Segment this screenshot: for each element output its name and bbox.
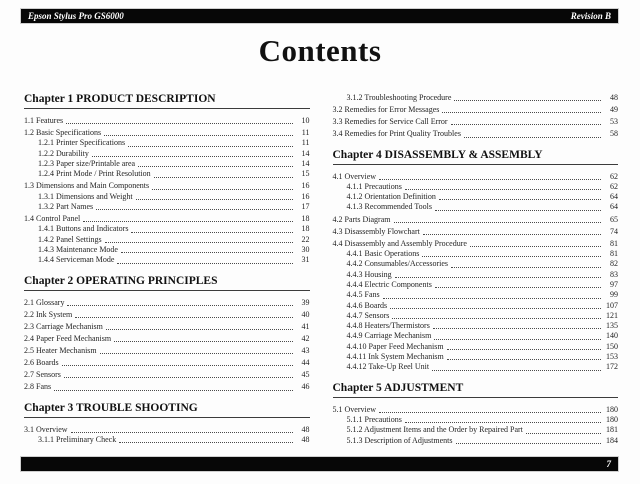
- header-product-title: Epson Stylus Pro GS6000: [28, 11, 124, 21]
- dot-leader: [405, 189, 601, 190]
- dot-leader: [62, 365, 293, 366]
- toc-entry-page: 11: [301, 138, 310, 148]
- dot-leader: [92, 156, 293, 157]
- toc-entry-label: 3.3 Remedies for Service Call Error: [332, 117, 448, 127]
- dot-leader: [64, 377, 293, 378]
- dot-leader: [136, 199, 293, 200]
- dot-leader: [432, 370, 601, 371]
- toc-entry-label: 5.1.2 Adjustment Items and the Order by Repaired Part: [346, 425, 523, 435]
- toc-entry-label: 2.1 Glossary: [24, 297, 65, 307]
- toc-entry-label: 2.7 Sensors: [24, 370, 61, 380]
- toc-entry-page: 44: [301, 358, 310, 368]
- toc-entry-label: 2.6 Boards: [24, 358, 59, 368]
- toc-entry-page: 39: [301, 297, 310, 307]
- toc-entry-page: 184: [606, 435, 618, 445]
- page-footer-bar: [21, 457, 618, 471]
- toc-entry-page: 49: [610, 105, 618, 115]
- toc-entry-page: 30: [301, 244, 310, 254]
- toc-entry: [24, 370, 310, 380]
- toc-entry: [24, 435, 310, 445]
- toc-entry-page: 180: [606, 414, 618, 424]
- toc-entry-page: 31: [301, 255, 310, 265]
- toc-entry: [333, 301, 619, 311]
- toc-entry: [333, 129, 619, 139]
- chapter-heading: Chapter 4 DISASSEMBLY & ASSEMBLY: [333, 149, 619, 165]
- dot-leader: [454, 100, 601, 101]
- toc-entry-page: 11: [301, 128, 310, 138]
- dot-leader: [447, 349, 601, 350]
- toc-entry-label: 4.2 Parts Diagram: [332, 214, 391, 224]
- toc-entry: [24, 245, 310, 255]
- toc-entry: [333, 342, 619, 352]
- footer-page-number: 7: [606, 459, 611, 469]
- toc-entry-label: 1.3.2 Part Names: [38, 201, 94, 211]
- toc-entry: [24, 116, 310, 126]
- toc-entry: [24, 128, 310, 138]
- toc-columns: [24, 93, 618, 446]
- toc-entry-page: 153: [606, 352, 618, 362]
- toc-entry-label: 4.4.9 Carriage Mechanism: [346, 331, 432, 341]
- dot-leader: [379, 179, 601, 180]
- page-header-bar: [21, 9, 618, 23]
- toc-entry: [333, 436, 619, 446]
- toc-entry-label: 3.1 Overview: [24, 424, 68, 434]
- toc-entry-page: 42: [301, 333, 310, 343]
- toc-entry-page: 62: [610, 181, 618, 191]
- dot-leader: [405, 422, 601, 423]
- toc-entry-page: 17: [301, 201, 310, 211]
- toc-entry: [24, 358, 310, 368]
- toc-entry: [24, 346, 310, 356]
- toc-entry-label: 5.1.1 Precautions: [346, 414, 402, 424]
- toc-entry-label: 1.3.1 Dimensions and Weight: [38, 191, 133, 201]
- toc-entry-label: 1.4.2 Panel Settings: [38, 234, 102, 244]
- toc-entry-label: 1.2.1 Printer Specifications: [38, 138, 126, 148]
- toc-entry: [24, 255, 310, 265]
- toc-entry: [24, 202, 310, 212]
- toc-entry-page: 99: [610, 290, 618, 300]
- toc-entry-page: 43: [301, 345, 310, 355]
- toc-entry: [333, 280, 619, 290]
- toc-entry-page: 81: [610, 249, 618, 259]
- toc-entry-label: 3.1.1 Preliminary Check: [38, 434, 117, 444]
- toc-entry-label: 5.1 Overview: [332, 404, 377, 414]
- toc-entry: [333, 425, 619, 435]
- toc-entry-page: 135: [606, 321, 618, 331]
- toc-entry: [333, 352, 619, 362]
- toc-entry-page: 53: [610, 117, 618, 127]
- toc-entry-label: 4.4.6 Boards: [346, 300, 388, 310]
- toc-entry-page: 107: [606, 300, 618, 310]
- toc-entry-page: 74: [610, 226, 618, 236]
- dot-leader: [154, 177, 293, 178]
- toc-entry: [24, 149, 310, 159]
- dot-leader: [138, 166, 292, 167]
- toc-entry-label: 1.4.4 Serviceman Mode: [38, 255, 115, 265]
- chapter-heading: Chapter 1 PRODUCT DESCRIPTION: [24, 93, 310, 109]
- toc-entry-label: 1.2.3 Paper size/Printable area: [38, 158, 136, 168]
- toc-entry-label: 2.3 Carriage Mechanism: [24, 321, 103, 331]
- toc-entry-label: 4.4.8 Heaters/Thermistors: [346, 321, 430, 331]
- dot-leader: [442, 112, 601, 113]
- toc-entry-page: 41: [301, 321, 310, 331]
- dot-leader: [96, 209, 292, 210]
- toc-entry-page: 18: [301, 224, 310, 234]
- toc-entry-label: 2.8 Fans: [24, 382, 52, 392]
- chapter-heading: Chapter 2 OPERATING PRINCIPLES: [24, 275, 310, 291]
- dot-leader: [447, 359, 601, 360]
- toc-entry: [24, 181, 310, 191]
- toc-entry: [24, 224, 310, 234]
- header-revision-label: Revision B: [570, 11, 611, 21]
- toc-entry: [24, 334, 310, 344]
- dot-leader: [100, 353, 293, 354]
- toc-column-right: [333, 93, 619, 446]
- toc-entry-label: 4.4.1 Basic Operations: [346, 249, 420, 259]
- toc-entry-label: 1.2 Basic Specifications: [24, 128, 102, 138]
- dot-leader: [128, 146, 292, 147]
- dot-leader: [464, 137, 601, 138]
- dot-leader: [383, 298, 601, 299]
- chapter-heading: Chapter 5 ADJUSTMENT: [333, 382, 619, 398]
- dot-leader: [392, 318, 601, 319]
- dot-leader: [451, 124, 601, 125]
- toc-entry: [333, 182, 619, 192]
- dot-leader: [83, 221, 292, 222]
- toc-entry-label: 5.1.3 Description of Adjustments: [346, 435, 453, 445]
- toc-entry: [333, 259, 619, 269]
- dot-leader: [114, 341, 292, 342]
- dot-leader: [379, 412, 601, 413]
- toc-entry-label: 4.1.3 Recommended Tools: [346, 202, 433, 212]
- toc-entry-label: 4.4.2 Consumables/Accessories: [346, 259, 449, 269]
- toc-entry-label: 3.1.2 Troubleshooting Procedure: [346, 93, 452, 102]
- dot-leader: [434, 339, 601, 340]
- toc-entry-label: 4.4.12 Take-Up Reel Unit: [346, 362, 430, 372]
- dot-leader: [395, 277, 601, 278]
- toc-entry: [24, 159, 310, 169]
- page-title: Contents: [258, 33, 382, 68]
- toc-entry: [24, 425, 310, 435]
- toc-entry-label: 4.1 Overview: [332, 171, 377, 181]
- dot-leader: [394, 222, 602, 223]
- toc-entry: [333, 202, 619, 212]
- toc-entry-page: 48: [610, 93, 618, 102]
- toc-entry-page: 64: [610, 202, 618, 212]
- dot-leader: [105, 242, 293, 243]
- toc-entry-page: 140: [606, 331, 618, 341]
- toc-entry-page: 121: [606, 310, 618, 320]
- toc-entry: [333, 239, 619, 249]
- toc-column-left: [24, 93, 310, 446]
- toc-entry: [333, 311, 619, 321]
- dot-leader: [456, 443, 602, 444]
- dot-leader: [121, 252, 293, 253]
- toc-entry-label: 3.2 Remedies for Error Messages: [332, 105, 440, 115]
- dot-leader: [54, 390, 292, 391]
- toc-entry-page: 18: [301, 214, 310, 224]
- dot-leader: [67, 305, 292, 306]
- toc-entry-page: 45: [301, 370, 310, 380]
- dot-leader: [119, 442, 292, 443]
- toc-entry-label: 4.4.4 Electric Components: [346, 279, 432, 289]
- toc-entry: [333, 93, 619, 103]
- toc-entry-label: 1.4 Control Panel: [24, 214, 81, 224]
- dot-leader: [423, 234, 601, 235]
- toc-entry-page: 48: [301, 424, 310, 434]
- toc-entry-label: 1.2.2 Durability: [38, 148, 89, 158]
- toc-entry: [333, 415, 619, 425]
- toc-entry: [333, 270, 619, 280]
- dot-leader: [104, 135, 292, 136]
- toc-entry-page: 81: [610, 238, 618, 248]
- toc-entry-label: 4.4.11 Ink System Mechanism: [346, 352, 444, 362]
- toc-entry-page: 150: [606, 341, 618, 351]
- toc-entry: [333, 405, 619, 415]
- toc-entry-label: 4.4.7 Sensors: [346, 310, 390, 320]
- toc-entry-page: 58: [610, 129, 618, 139]
- toc-entry-label: 1.4.3 Maintenance Mode: [38, 244, 118, 254]
- toc-entry-page: 10: [301, 116, 310, 125]
- toc-entry: [24, 382, 310, 392]
- dot-leader: [435, 287, 601, 288]
- toc-entry-page: 82: [610, 259, 618, 269]
- toc-entry: [333, 172, 619, 182]
- toc-entry-label: 4.4.10 Paper Feed Mechanism: [346, 341, 444, 351]
- toc-entry-page: 16: [301, 191, 310, 201]
- toc-entry-label: 4.1.2 Orientation Definition: [346, 192, 436, 202]
- dot-leader: [117, 263, 292, 264]
- toc-entry: [333, 192, 619, 202]
- toc-entry-page: 65: [610, 214, 618, 224]
- toc-entry-label: 1.3 Dimensions and Main Components: [24, 181, 150, 191]
- toc-entry: [333, 331, 619, 341]
- toc-entry-label: 1.1 Features: [24, 116, 64, 125]
- toc-entry-label: 4.4 Disassembly and Assembly Procedure: [332, 238, 467, 248]
- toc-entry-label: 1.4.1 Buttons and Indicators: [38, 224, 129, 234]
- toc-entry-page: 16: [301, 181, 310, 191]
- dot-leader: [66, 123, 292, 124]
- dot-leader: [470, 246, 601, 247]
- toc-entry: [333, 105, 619, 115]
- toc-entry-page: 97: [610, 279, 618, 289]
- dot-leader: [451, 267, 601, 268]
- toc-entry-page: 46: [301, 382, 310, 392]
- dot-leader: [526, 433, 601, 434]
- dot-leader: [439, 199, 601, 200]
- toc-entry-label: 4.1.1 Precautions: [346, 181, 402, 191]
- toc-entry: [333, 290, 619, 300]
- toc-entry: [24, 235, 310, 245]
- toc-entry-label: 4.4.5 Fans: [346, 290, 380, 300]
- toc-entry: [24, 298, 310, 308]
- toc-entry-page: 180: [606, 404, 618, 414]
- toc-entry-label: 2.2 Ink System: [24, 309, 73, 319]
- toc-entry-page: 40: [301, 309, 310, 319]
- toc-entry-page: 62: [610, 171, 618, 181]
- toc-entry: [333, 215, 619, 225]
- toc-entry: [24, 310, 310, 320]
- toc-entry: [333, 249, 619, 259]
- toc-entry: [333, 362, 619, 372]
- toc-entry-page: 172: [606, 362, 618, 372]
- toc-entry-page: 64: [610, 192, 618, 202]
- toc-entry-page: 14: [301, 158, 310, 168]
- toc-entry-label: 2.5 Heater Mechanism: [24, 345, 97, 355]
- dot-leader: [71, 432, 293, 433]
- chapter-heading: Chapter 3 TROUBLE SHOOTING: [24, 402, 310, 418]
- toc-entry: [24, 169, 310, 179]
- toc-entry-label: 3.4 Remedies for Print Quality Troubles: [332, 129, 461, 139]
- toc-entry-page: 14: [301, 148, 310, 158]
- toc-entry: [333, 227, 619, 237]
- dot-leader: [422, 256, 601, 257]
- toc-entry-page: 48: [301, 434, 310, 444]
- toc-entry-label: 4.4.3 Housing: [346, 269, 392, 279]
- toc-entry-page: 83: [610, 269, 618, 279]
- dot-leader: [390, 308, 601, 309]
- dot-leader: [131, 232, 292, 233]
- toc-entry-page: 181: [606, 425, 618, 435]
- dot-leader: [435, 210, 601, 211]
- toc-entry: [24, 192, 310, 202]
- dot-leader: [433, 328, 601, 329]
- dot-leader: [106, 329, 293, 330]
- toc-entry-page: 22: [301, 234, 310, 244]
- dot-leader: [152, 189, 292, 190]
- toc-entry: [24, 322, 310, 332]
- toc-entry: [24, 138, 310, 148]
- toc-entry-label: 2.4 Paper Feed Mechanism: [24, 333, 112, 343]
- toc-entry-page: 15: [301, 169, 310, 179]
- toc-entry-label: 1.2.4 Print Mode / Print Resolution: [38, 169, 151, 179]
- toc-entry: [333, 117, 619, 127]
- dot-leader: [75, 317, 292, 318]
- toc-entry-label: 4.3 Disassembly Flowchart: [332, 226, 420, 236]
- toc-entry: [24, 214, 310, 224]
- toc-entry: [333, 321, 619, 331]
